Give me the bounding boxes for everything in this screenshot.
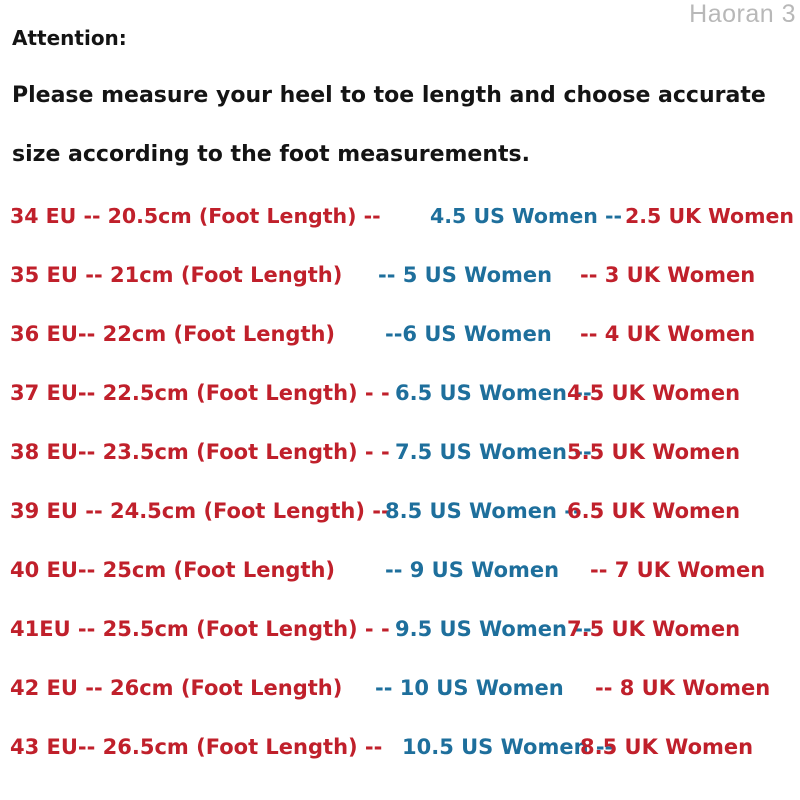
us-size-cell: 10.5 US Women -- [402,735,614,759]
us-size-cell: 8.5 US Women -- [385,499,582,523]
uk-size-cell: 4.5 UK Women [567,381,741,405]
eu-size-cell: 41EU -- 25.5cm (Foot Length) - - [10,617,390,641]
eu-size-cell: 34 EU -- 20.5cm (Foot Length) -- [10,204,381,228]
us-size-cell: -- 10 US Women [375,676,564,700]
eu-size-cell: 35 EU -- 21cm (Foot Length) [10,263,343,287]
eu-size-cell: 37 EU-- 22.5cm (Foot Length) - - [10,381,390,405]
eu-size-cell: 38 EU-- 23.5cm (Foot Length) - - [10,440,390,464]
size-row [10,432,790,472]
eu-size-cell: 40 EU-- 25cm (Foot Length) [10,558,336,582]
us-size-cell: 6.5 US Women -- [395,381,592,405]
size-row [10,255,790,295]
eu-size-cell: 43 EU-- 26.5cm (Foot Length) -- [10,735,383,759]
uk-size-cell: -- 4 UK Women [580,322,756,346]
size-row [10,609,790,649]
size-row [10,196,794,236]
instruction-line-2: size according to the foot measurements. [12,142,530,167]
us-size-cell: -- 9 US Women [385,558,560,582]
size-row [10,668,790,708]
us-size-cell: 4.5 US Women -- [430,204,622,228]
us-size-cell: --6 US Women [385,322,552,346]
eu-size-cell: 42 EU -- 26cm (Foot Length) [10,676,343,700]
uk-size-cell: -- 3 UK Women [580,263,756,287]
size-row [10,727,790,767]
us-size-cell: -- 5 US Women [378,263,553,287]
watermark: Haoran 3 [689,0,796,28]
uk-size-cell: 8.5 UK Women [580,735,754,759]
uk-size-cell: 6.5 UK Women [567,499,741,523]
uk-size-cell: 5.5 UK Women [567,440,741,464]
size-row [10,314,790,354]
uk-size-cell: 7.5 UK Women [567,617,741,641]
eu-size-cell: 39 EU -- 24.5cm (Foot Length) -- [10,499,390,523]
attention-heading: Attention: [12,26,127,50]
uk-size-cell: -- 8 UK Women [595,676,771,700]
size-row [10,373,790,413]
eu-size-cell: 36 EU-- 22cm (Foot Length) [10,322,336,346]
uk-size-cell: 2.5 UK Women [625,204,794,228]
us-size-cell: 9.5 US Women -- [395,617,592,641]
instruction-line-1: Please measure your heel to toe length and choose accurate [12,83,766,108]
size-row [10,491,790,531]
us-size-cell: 7.5 US Women -- [395,440,592,464]
uk-size-cell: -- 7 UK Women [590,558,766,582]
size-row [10,550,790,590]
